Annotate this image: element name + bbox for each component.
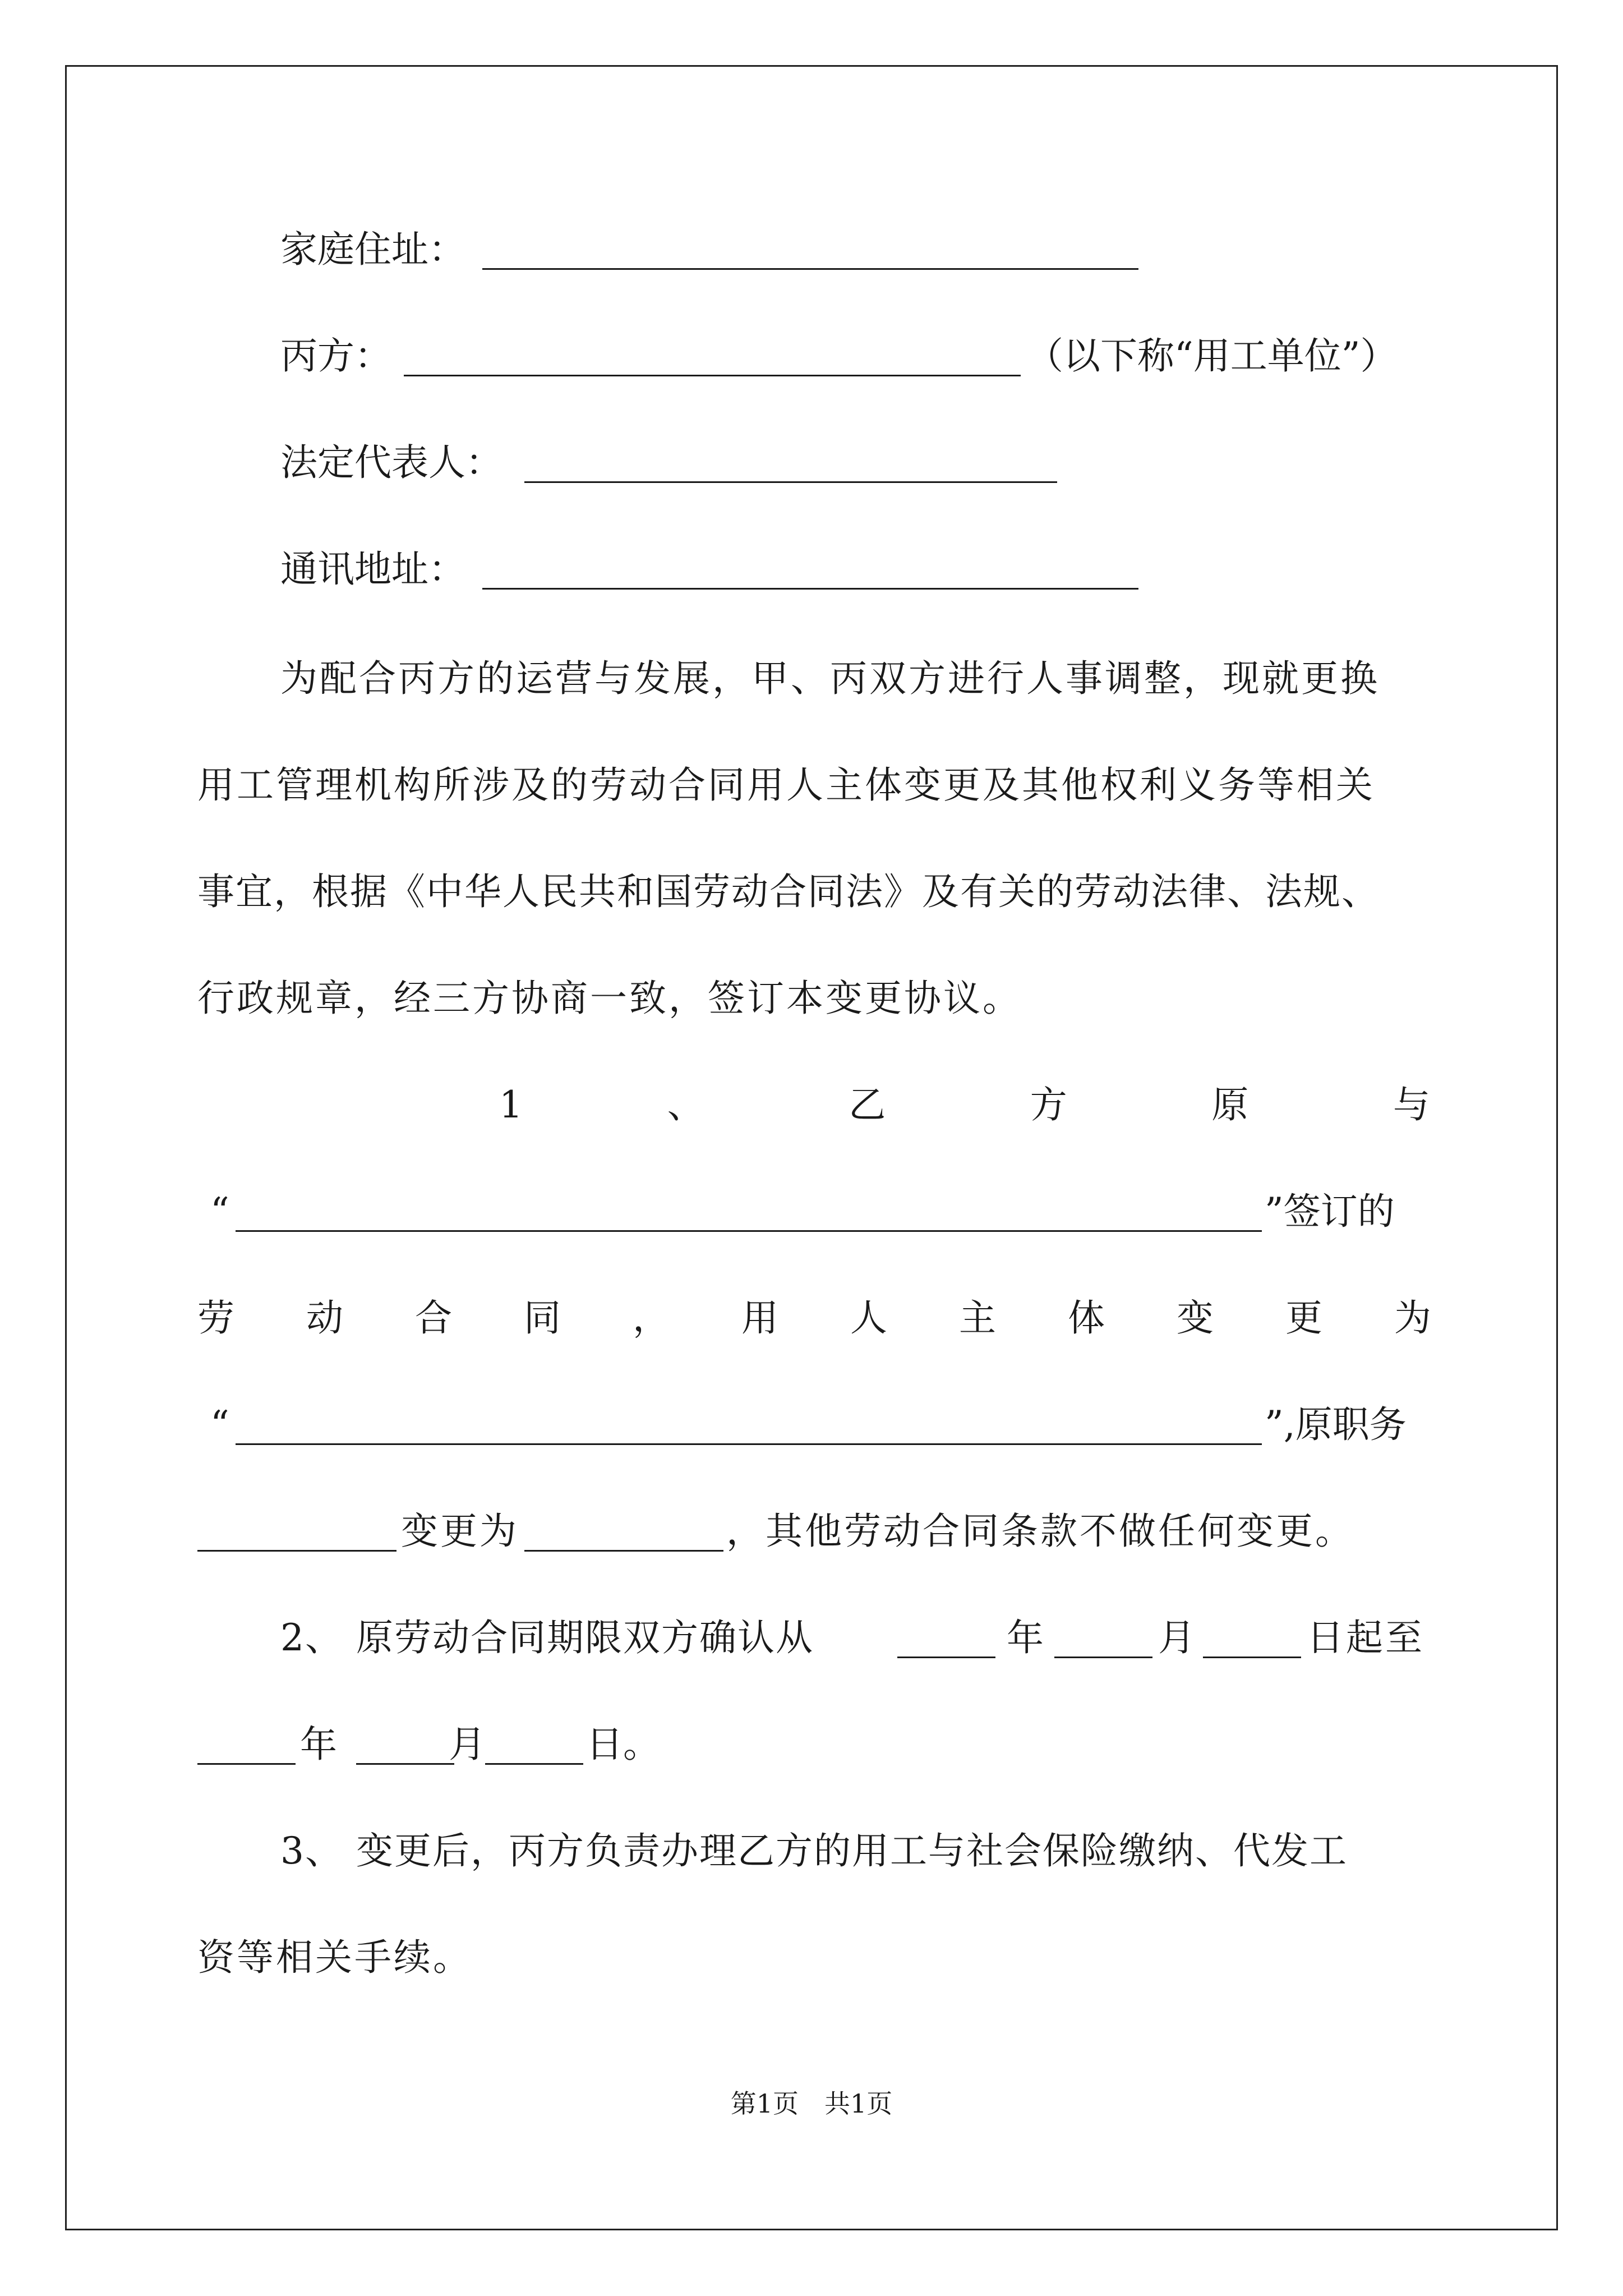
clause1-word: 与 [1393,1083,1430,1126]
clause1-word: 用 [741,1296,778,1340]
clause1-word: 同 [524,1296,561,1340]
clause1-line-1 [499,1080,1430,1130]
start-month-field[interactable] [1054,1657,1152,1658]
clause2-prefix: 2、 原劳动合同期限双方确认从 [280,1616,814,1659]
original-position-label: ”,原职务 [1265,1403,1407,1446]
signed-suffix: ”签订的 [1265,1190,1395,1233]
mail-address-field[interactable] [482,588,1138,590]
party-c-suffix: （以下称“用工单位”） [1026,334,1398,378]
original-position-field[interactable] [197,1550,396,1552]
clause3-line-2: 资等相关手续。 [197,1936,472,1979]
month-label: 月 [449,1723,486,1766]
clause1-word: 、 [667,1083,704,1126]
open-quote: “ [210,1403,229,1446]
open-quote: “ [210,1190,229,1233]
party-c-label: 丙方： [280,334,391,378]
clause1-word: 体 [1068,1296,1105,1340]
legal-rep-label: 法定代表人： [280,441,502,484]
end-day-field[interactable] [485,1763,583,1765]
page-border [65,65,1558,2230]
clause1-word: 主 [959,1296,996,1340]
month-label: 月 [1158,1616,1195,1659]
clause1-line-3 [197,1293,1431,1343]
day-end-label: 日。 [586,1723,660,1766]
end-month-field[interactable] [356,1763,454,1765]
clause1-word: ， [633,1296,670,1340]
intro-line-3: 事宜，根据《中华人民共和国劳动合同法》及有关的劳动法律、法规、 [197,870,1380,913]
clause1-word: 原 [1211,1083,1249,1126]
clause1-word: 动 [306,1296,343,1340]
intro-line-2: 用工管理机构所涉及的劳动合同用人主体变更及其他权利义务等相关 [197,763,1375,807]
home-address-field[interactable] [482,268,1138,270]
new-position-field[interactable] [524,1550,723,1552]
start-year-field[interactable] [897,1657,995,1658]
change-to-label: 变更为 [401,1510,519,1553]
intro-line-4: 行政规章，经三方协商一致，签订本变更协议。 [197,977,1022,1020]
clause1-word: 1 [499,1083,523,1126]
end-year-field[interactable] [197,1763,296,1765]
clause1-word: 人 [850,1296,887,1340]
clause1-word: 合 [415,1296,452,1340]
clause1-word: 变 [1177,1296,1214,1340]
intro-line-1: 为配合丙方的运营与发展，甲、丙双方进行人事调整，现就更换 [280,657,1380,700]
clause1-word: 乙 [849,1083,886,1126]
clause1-word: 方 [1030,1083,1067,1126]
clause1-word: 劳 [197,1296,234,1340]
year-label: 年 [300,1723,337,1766]
new-employer-field[interactable] [236,1443,1262,1445]
party-c-field[interactable] [404,375,1021,376]
start-day-field[interactable] [1203,1657,1301,1658]
day-from-label: 日起至 [1307,1616,1424,1659]
legal-rep-field[interactable] [524,481,1057,483]
clause3-line-1: 3、 变更后，丙方负责办理乙方的用工与社会保险缴纳、代发工 [280,1829,1348,1872]
page-number: 第1页 共1页 [730,2088,893,2119]
clause1-word: 为 [1394,1296,1431,1340]
mail-address-label: 通讯地址： [280,547,465,591]
home-address-label: 家庭住址： [280,228,465,271]
clause1-remainder: ，其他劳动合同条款不做任何变更。 [726,1510,1354,1553]
year-label: 年 [1007,1616,1044,1659]
clause1-word: 更 [1285,1296,1322,1340]
original-employer-field[interactable] [236,1230,1262,1232]
